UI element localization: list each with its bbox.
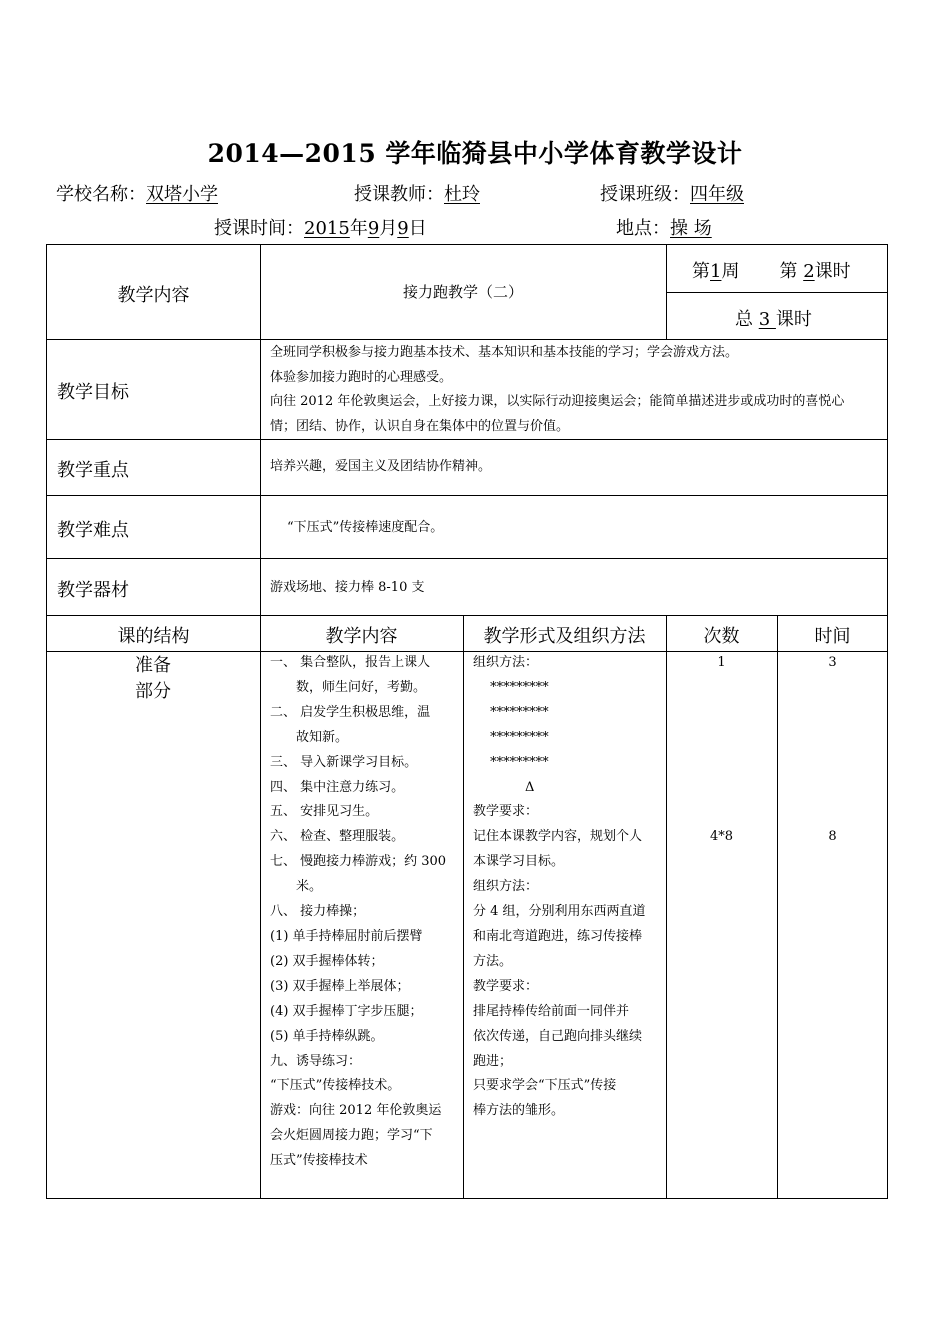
text-line: 分 4 组，分别利用东西两直道 (473, 904, 646, 920)
text-line: (3) 双手握棒上举展体； (270, 978, 410, 994)
school-name: 双塔小学 (146, 184, 218, 205)
column-header-content: 教学内容 (325, 626, 398, 647)
text-line: 米。 (270, 879, 323, 895)
place-info (616, 214, 712, 240)
text-line: 三、 导入新课学习目标。 (270, 754, 418, 770)
text-line: 方法。 (473, 953, 513, 969)
week-suffix: 周 (721, 261, 740, 282)
content-row-label: 教学内容 (117, 285, 190, 306)
day: 9 (397, 218, 409, 239)
text-line: 本课学习目标。 (473, 854, 565, 870)
text-line: “下压式”传接棒技术。 (270, 1078, 401, 1094)
text-line: Δ (473, 779, 535, 795)
text-line: 八、 接力棒操； (270, 904, 366, 920)
total-prefix: 总 (735, 309, 759, 330)
rule (260, 245, 261, 1198)
year-suffix: 年 (349, 218, 368, 239)
column-header-method: 教学形式及组织方法 (483, 626, 646, 647)
rule (463, 615, 464, 1198)
section-name-line: 部分 (135, 681, 171, 702)
rule (47, 339, 887, 340)
section-method (473, 651, 663, 1124)
class-label: 授课班级： (600, 184, 690, 205)
school-info (56, 180, 218, 206)
month: 9 (367, 218, 380, 239)
text-line: ********* (473, 704, 549, 720)
section-name-line: 准备 (135, 655, 171, 676)
column-header-time: 时间 (814, 626, 851, 647)
time-label: 授课时间： (214, 218, 304, 239)
column-header-structure: 课的结构 (117, 626, 190, 647)
day-suffix: 日 (408, 218, 427, 239)
rule (666, 292, 888, 293)
week-number: 1 (710, 261, 722, 282)
section-name (135, 653, 171, 705)
rule (47, 615, 887, 616)
text-line: 教学要求： (473, 978, 539, 994)
text-line: 棒方法的雏形。 (473, 1103, 565, 1119)
teacher-info (354, 180, 480, 206)
text-line: 教学要求： (473, 804, 539, 820)
text-line: 游戏：向往 2012 年伦敦奥运 (270, 1103, 442, 1119)
text-line: 和南北弯道跑进，练习传接棒 (473, 928, 643, 944)
text-line: 跑进； (473, 1053, 513, 1069)
rule (47, 495, 887, 496)
week-lesson (692, 257, 851, 283)
text-line: 四、 集中注意力练习。 (270, 779, 405, 795)
count-value: 4*8 (709, 829, 734, 844)
text-line: 故知新。 (270, 729, 349, 745)
section-content (270, 651, 460, 1174)
text-line: 五、 安排见习生。 (270, 804, 379, 820)
key-points-label: 教学重点 (57, 460, 129, 481)
text-line: 一、 集合整队，报告上课人 (270, 655, 431, 670)
text-line: (4) 双手握棒丁字步压腿； (270, 1003, 423, 1019)
objective-line: 情；团结、协作，认识自身在集体中的位置与价值。 (270, 419, 570, 434)
total-number: 3 (758, 309, 776, 330)
total-suffix: 课时 (775, 309, 812, 330)
year: 2015 (304, 218, 350, 239)
place: 操 场 (670, 218, 712, 239)
rule (47, 558, 887, 559)
class-name: 四年级 (690, 184, 744, 205)
time-info (214, 214, 427, 240)
place-label: 地点： (616, 218, 670, 239)
text-line: ********* (473, 754, 549, 770)
text-line: ********* (473, 679, 549, 695)
objective-line: 全班同学积极参与接力跑基本技术、基本知识和基本技能的学习；学会游戏方法。 (270, 345, 739, 360)
objective-line: 向往 2012 年伦敦奥运会，上好接力课，以实际行动迎接奥运会；能简单描述进步或成功时的喜悦心 (270, 394, 845, 409)
rule (666, 245, 667, 340)
teacher-name: 杜玲 (444, 184, 480, 205)
objectives-label: 教学目标 (57, 382, 129, 403)
text-line: (1) 单手持棒屈肘前后摆臂 (270, 928, 423, 944)
text-line: ********* (473, 729, 549, 745)
text-line: (2) 双手握棒体转； (270, 953, 384, 969)
equipment-label: 教学器材 (57, 580, 129, 601)
text-line: 排尾持棒传给前面一同伴并 (473, 1003, 630, 1019)
text-line: 压式”传接棒技术 (270, 1153, 368, 1169)
text-line: (5) 单手持棒纵跳。 (270, 1028, 384, 1044)
difficulties-label: 教学难点 (57, 520, 129, 541)
column-header-count: 次数 (703, 626, 740, 647)
text-line: 组织方法： (473, 879, 539, 895)
page-title: 2014—2015 学年临猗县中小学体育教学设计 (207, 139, 743, 168)
text-line: 九、诱导练习： (270, 1053, 362, 1069)
time-value: 3 (828, 655, 837, 670)
lesson-suffix: 课时 (814, 261, 851, 282)
text-line: 依次传递，自己跑向排头继续 (473, 1028, 643, 1044)
text-line: 数，师生问好，考勤。 (270, 679, 427, 695)
school-label: 学校名称： (56, 184, 146, 205)
time-value: 8 (828, 829, 837, 844)
objective-line: 体验参加接力跑时的心理感受。 (270, 370, 453, 385)
text-line: 只要求学会“下压式”传接 (473, 1078, 617, 1094)
key-points-text: 培养兴趣，爱国主义及团结协作精神。 (270, 459, 492, 474)
text-line: 会火炬圆周接力跑；学习“下 (270, 1128, 433, 1144)
text-line: 六、 检查、整理服装。 (270, 829, 405, 845)
text-line: 七、 慢跑接力棒游戏；约 300 (270, 854, 447, 870)
lesson-prefix: 第 (779, 261, 804, 282)
total-lessons (735, 305, 812, 331)
teacher-label: 授课教师： (354, 184, 444, 205)
rule (777, 615, 778, 1198)
text-line: 记住本课教学内容，规划个人 (473, 829, 643, 845)
text-line: 组织方法： (473, 655, 539, 670)
text-line: 二、 启发学生积极思维，温 (270, 704, 431, 720)
lesson-topic: 接力跑教学（二） (402, 283, 523, 301)
count-value: 1 (717, 655, 726, 670)
lesson-table (46, 244, 888, 1199)
lesson-number: 2 (803, 261, 815, 282)
week-prefix: 第 (692, 261, 710, 282)
rule (666, 615, 667, 1198)
equipment-text: 游戏场地、接力棒 8-10 支 (270, 580, 425, 595)
month-suffix: 月 (379, 218, 398, 239)
class-info (600, 180, 744, 206)
difficulties-text: “下压式”传接棒速度配合。 (287, 520, 444, 535)
